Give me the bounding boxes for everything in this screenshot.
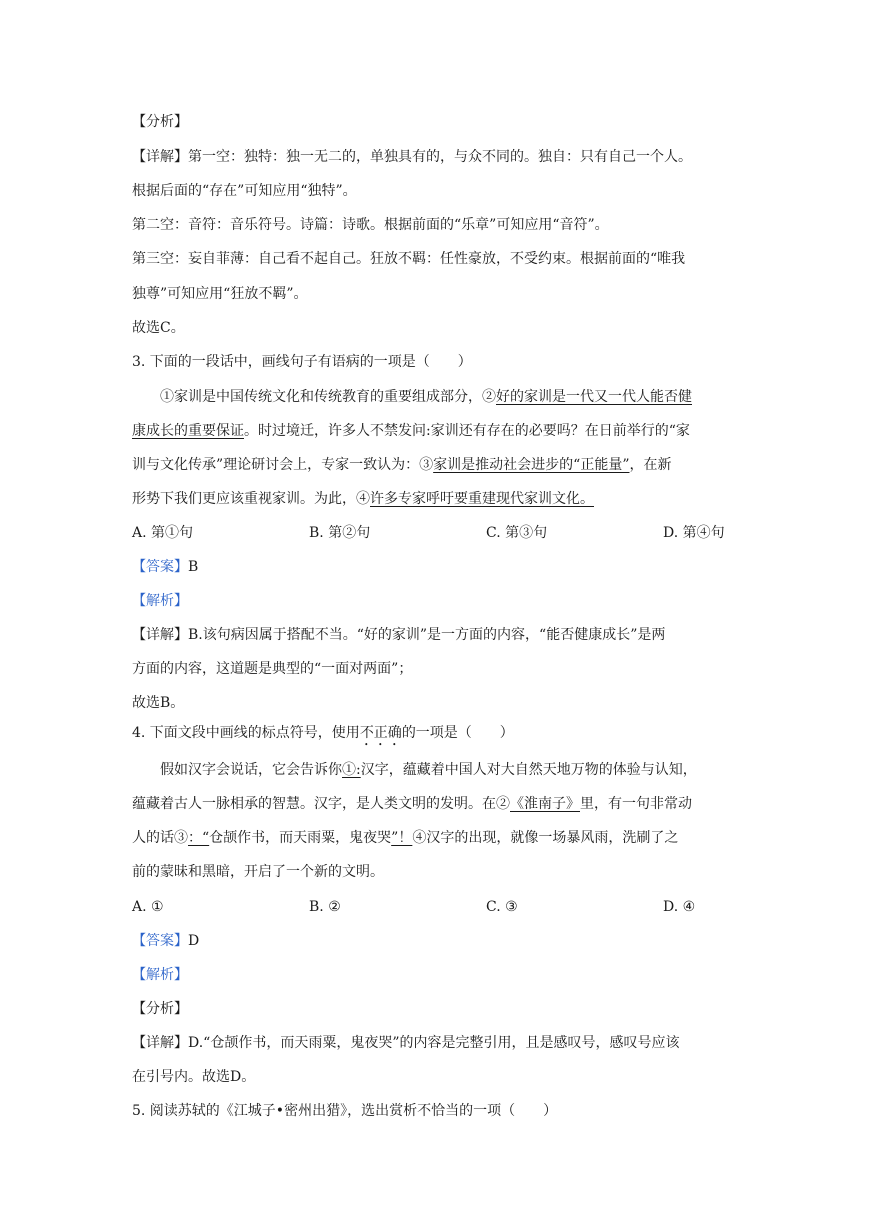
q4-option-a: A. ① (132, 899, 164, 915)
q3-passage-text: ①家训是中国传统文化和传统教育的重要组成部分，② (160, 389, 496, 405)
q3-answer-value: B (188, 559, 199, 575)
q4-passage-line-3 (132, 827, 742, 849)
q3-option-a: A. 第①句 (132, 525, 194, 541)
q3-conclusion: 故选B。 (132, 695, 185, 711)
q3-underlined-sentence-2: 好的家训是一代又一代人能否健 (496, 389, 692, 405)
q3-underlined-sentence-2-cont: 康成长的重要保证 (132, 423, 244, 439)
q4-passage-text: ④汉字的出现，就像一场暴风雨，洗刷了之 (412, 830, 679, 846)
q4-underlined-mark-2: 《淮南子》 (510, 796, 580, 812)
q3-passage-text: 形势下我们更应该重视家训。为此，④ (132, 491, 370, 507)
q4-option-b: B. ② (309, 899, 341, 915)
q4-answer-value: D (188, 933, 200, 949)
q4-underlined-mark-1: ①: (342, 762, 361, 778)
q4-analysis-label: 【分析】 (132, 1001, 188, 1017)
q4-passage-text: 假如汉字会说话，它会告诉你 (160, 762, 342, 778)
q3-explain-label: 【解析】 (132, 593, 188, 609)
q2-conclusion: 故选C。 (132, 320, 185, 336)
q3-passage-line-1 (160, 386, 770, 408)
q3-option-b: B. 第②句 (309, 525, 371, 541)
q3-detail-line-2: 方面的内容，这道题是典型的“一面对两面”； (132, 661, 413, 677)
q3-passage-line-3 (132, 454, 742, 476)
q3-passage-text: ，在新 (629, 457, 672, 473)
q3-underlined-sentence-4: 许多专家呼吁要重建现代家训文化。 (370, 491, 594, 507)
q2-analysis-label: 【分析】 (132, 114, 188, 130)
q4-answer-label: 【答案】 (132, 933, 188, 949)
q4-passage-text: 人的话③ (132, 830, 188, 846)
q2-blank-3-line-2: 独尊”可知应用“狂放不羁”。 (132, 286, 308, 302)
q3-answer (132, 556, 742, 578)
q4-stem-text: 4. 下面文段中画线的标点符号，使用 (132, 725, 360, 741)
q3-underlined-sentence-3: 家训是推动社会进步的“正能量” (433, 457, 630, 473)
q5-stem: 5. 阅读苏轼的《江城子•密州出猎》，选出赏析不恰当的一项（ ） (132, 1103, 558, 1119)
q2-blank-2: 第二空：音符：音乐符号。诗篇：诗歌。根据前面的“乐章”可知应用“音符”。 (132, 217, 609, 233)
q4-detail-line-1: 【详解】D.“仓颉作书，而天雨粟，鬼夜哭”的内容是完整引用，且是感叹号，感叹号应该 (132, 1035, 680, 1051)
q4-passage-text: 汉字，蕴藏着中国人对大自然天地万物的体验与认知， (360, 762, 697, 778)
q3-detail-line-1: 【详解】B.该句病因属于搭配不当。“好的家训”是一方面的内容，“能否健康成长”是两 (132, 627, 666, 643)
q4-passage-text: 里，有一句非常动 (580, 796, 692, 812)
q2-detail-line-2: 根据后面的“存在”可知应用“独特”。 (132, 183, 357, 199)
q3-option-c: C. 第③句 (486, 525, 548, 541)
q4-option-c: C. ③ (486, 899, 518, 915)
q3-option-d: D. 第④句 (663, 525, 725, 541)
q4-passage-line-4: 前的蒙昧和黑暗，开启了一个新的文明。 (132, 864, 384, 880)
q3-passage-text: 。时过境迁，许多人不禁发问:家训还有存在的必要吗？在日前举行的“家 (244, 423, 690, 439)
q3-passage-text: 训与文化传承”理论研讨会上，专家一致认为：③ (132, 457, 434, 473)
q4-answer (132, 930, 742, 952)
q4-stem-emphasis: 不正确 (359, 725, 402, 741)
q4-stem (132, 722, 742, 749)
q4-passage-line-2 (132, 793, 742, 815)
q2-detail-line-1: 【详解】第一空：独特：独一无二的，单独具有的，与众不同的。独自：只有自己一个人。 (132, 149, 692, 165)
q4-passage-text: 仓颉作书，而天雨粟，鬼夜哭 (209, 830, 392, 846)
q2-blank-3-line-1: 第三空：妄自菲薄：自己看不起自己。狂放不羁：任性豪放，不受约束。根据前面的“唯我 (132, 251, 686, 267)
q3-answer-label: 【答案】 (132, 559, 188, 575)
q4-passage-text: 蕴藏着古人一脉相承的智慧。汉字，是人类文明的发明。在② (132, 796, 510, 812)
q4-option-d: D. ④ (663, 899, 696, 915)
q4-explain-label: 【解析】 (132, 967, 188, 983)
q4-underlined-mark-3b: ”！ (391, 830, 413, 846)
q4-passage-line-1 (160, 759, 770, 781)
q3-passage-line-2 (132, 420, 742, 442)
q4-stem-text: 的一项是（ ） (401, 725, 514, 741)
q4-underlined-mark-3: ：“ (188, 830, 210, 846)
q4-detail-line-2: 在引号内。故选D。 (132, 1069, 256, 1085)
q3-passage-line-4 (132, 488, 742, 510)
q3-stem: 3. 下面的一段话中，画线句子有语病的一项是（ ） (132, 354, 472, 370)
